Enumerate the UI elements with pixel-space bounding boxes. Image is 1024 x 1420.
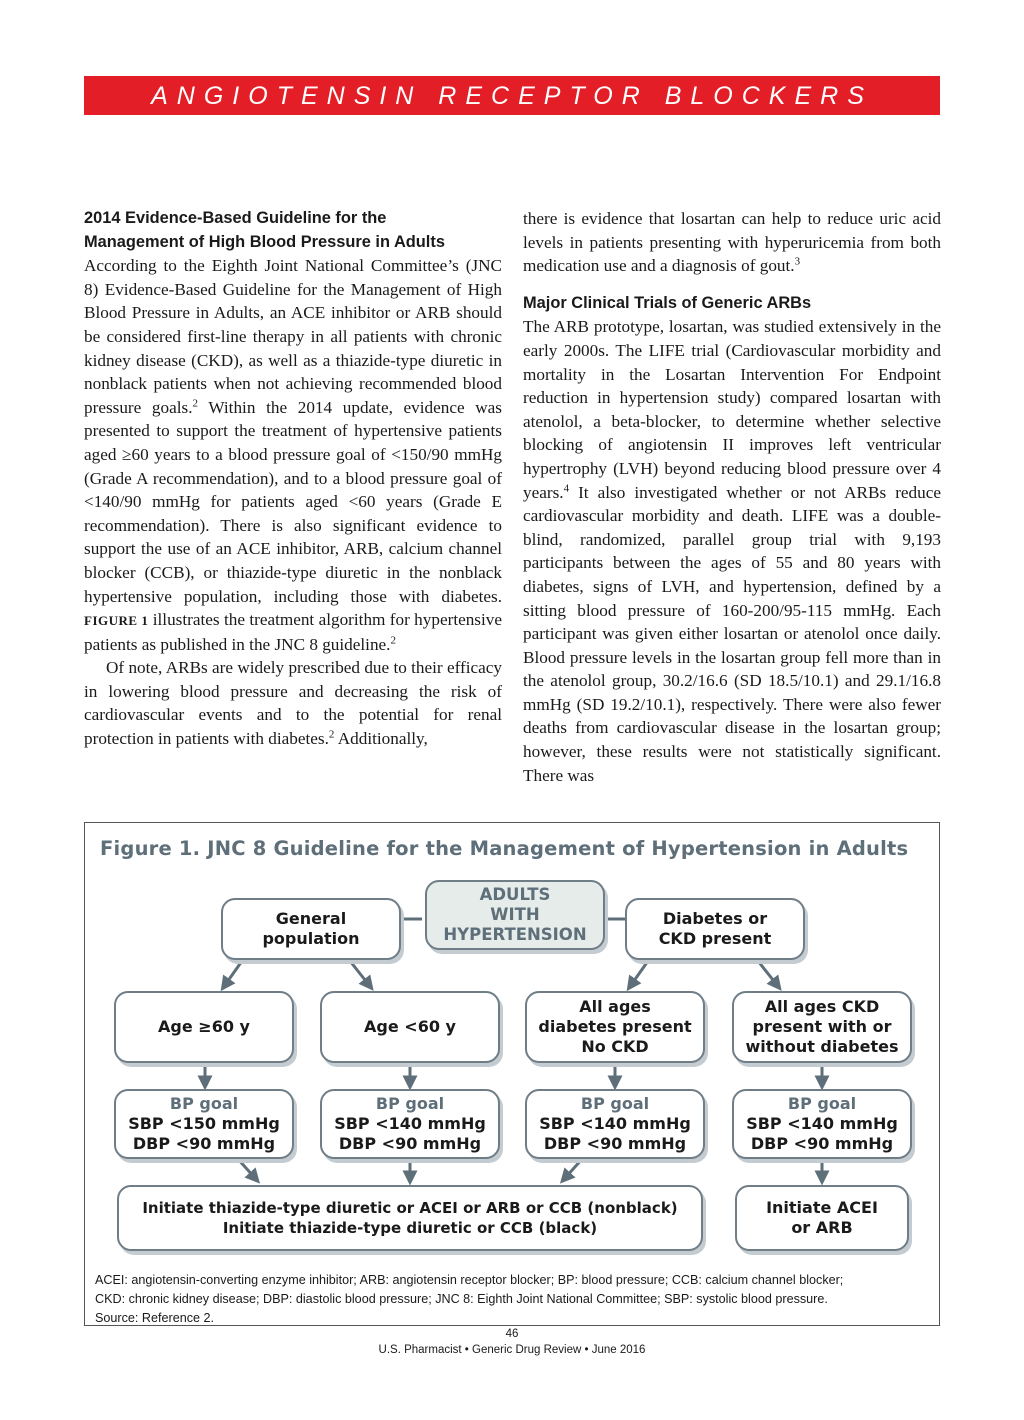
section-heading: Major Clinical Trials of Generic ARBs — [523, 293, 812, 312]
initiate-therapy-box — [117, 1185, 703, 1251]
bp-goal-box-2 — [320, 1089, 500, 1159]
dbp-goal: DBP <90 mmHg — [132, 1134, 276, 1153]
bp-goal-box-1 — [114, 1089, 294, 1159]
bp-goal-box-3 — [525, 1089, 705, 1159]
section-heading-line-2: Management of High Blood Pressure in Adults — [84, 232, 445, 251]
all-ages-ckd-line-1: All ages CKD — [764, 997, 880, 1016]
bp-goal-label: BP goal — [580, 1094, 650, 1113]
left-column — [84, 207, 502, 751]
age-60-plus-label: Age ≥60 y — [158, 1017, 250, 1036]
age-60-plus-box — [114, 991, 294, 1063]
all-ages-ckd-line-2: present with or — [752, 1017, 892, 1036]
initiate-acei-line-2: or ARB — [791, 1218, 853, 1237]
initiate-acei-line-1: Initiate ACEI — [766, 1198, 878, 1217]
section-heading-line-1: 2014 Evidence-Based Guideline for the — [84, 209, 387, 227]
initiate-acei-arb-box — [735, 1185, 909, 1251]
diabetes-ckd-box — [625, 898, 805, 960]
all-ages-diabetes-line-2: diabetes present — [538, 1017, 692, 1036]
reference-superscript: 2 — [328, 728, 335, 741]
bp-goal-label: BP goal — [169, 1094, 239, 1113]
adults-with-hypertension-box — [425, 880, 605, 950]
section-banner — [84, 76, 940, 115]
diabetes-line-2: CKD present — [658, 929, 772, 948]
all-ages-diabetes-box — [525, 991, 705, 1063]
paragraph: there is evidence that losartan can help to reduce uric acid levels in patients presenting with hyperuricemia from both medication use and a diagnosis of gout.$^3$ — [523, 209, 941, 276]
dbp-goal: DBP <90 mmHg — [543, 1134, 687, 1153]
all-ages-diabetes-line-1: All ages — [579, 997, 651, 1016]
center-line-2: WITH — [490, 905, 540, 924]
arrow-goal1-to-initiate — [237, 1158, 255, 1178]
bp-goal-box-4 — [732, 1089, 912, 1159]
reference-superscript: 4 — [563, 481, 570, 494]
diabetes-line-1: Diabetes or — [662, 909, 768, 928]
sbp-goal: SBP <140 mmHg — [334, 1114, 486, 1133]
dbp-goal: DBP <90 mmHg — [750, 1134, 894, 1153]
publication-footer: U.S. Pharmacist • Generic Drug Review • June 2016 — [378, 1344, 646, 1356]
all-ages-ckd-box — [732, 991, 912, 1063]
age-under-60-label: Age <60 y — [364, 1017, 456, 1036]
center-line-1: ADULTS — [479, 885, 551, 904]
age-under-60-box — [320, 991, 500, 1063]
banner-title: ANGIOTENSIN RECEPTOR BLOCKERS — [151, 82, 873, 110]
paragraph: According to the Eighth Joint National Committee’s (JNC 8) Evidence-Based Guideline for the Management of High Blood Pressure in Adults, an ACE inhibitor or ARB should be considered first-line therapy in all patients with chronic kidney disease (CKD), as well as a thiazide-type diuretic in nonblack patients when not achieving recommended blood pressure goals.$^2$ Within the 2014 update, evidence was presented to support the treatment of hypertensive patients aged ≥60 years to a blood pressure goal of <150/90 mmHg (Grade A recommendation), and to a blood pressure goal of <140/90 mmHg for patients aged <60 years (Grade E recommendation). There is also significant evidence to support the use of an ACE inhibitor, ARB, calcium channel blocker (CCB), or thiazide-type diuretic in the nonblack hypertensive population, including those with diabetes. FIGURE 1 illustrates the treatment algorithm for hypertensive patients as published in the JNC 8 guideline.$^2$ — [84, 256, 502, 654]
initiate-line-1: Initiate thiazide-type diuretic or ACEI or ARB or CCB (nonblack) — [142, 1199, 678, 1217]
figure-title: Figure 1. JNC 8 Guideline for the Management of Hypertension in Adults — [100, 837, 909, 860]
sbp-goal: SBP <140 mmHg — [539, 1114, 691, 1133]
reference-superscript: 2 — [390, 633, 396, 646]
right-column — [523, 207, 941, 787]
legend-source: Source: Reference 2. — [95, 1311, 215, 1325]
general-line-2: population — [262, 929, 360, 948]
all-ages-ckd-line-3: without diabetes — [745, 1037, 899, 1056]
figure-reference: FIGURE 1 — [84, 613, 149, 629]
arrow-diabetes-to-allages — [631, 961, 648, 985]
arrow-general-to-age60minus — [350, 961, 369, 985]
general-population-box — [221, 898, 401, 960]
initiate-line-2: Initiate thiazide-type diuretic or CCB (black) — [222, 1219, 598, 1237]
sbp-goal: SBP <140 mmHg — [746, 1114, 898, 1133]
arrow-general-to-age60plus — [225, 961, 242, 985]
arrow-diabetes-to-ckd — [758, 961, 777, 985]
figure-legend — [95, 1271, 931, 1328]
dbp-goal: DBP <90 mmHg — [338, 1134, 482, 1153]
paragraph: Of note, ARBs are widely prescribed due to their efficacy in lowering blood pressure and decreasing the risk of cardiovascular events and to the potential for renal protection in patients with diabetes.$^2$ Additionally, — [84, 658, 502, 749]
legend-line-1: ACEI: angiotensin-converting enzyme inhibitor; ARB: angiotensin receptor blocker; BP: blood pressure; CCB: calcium channel blocker; — [95, 1273, 844, 1287]
arrow-goal3-to-initiate — [565, 1158, 583, 1178]
paragraph: The ARB prototype, losartan, was studied extensively in the early 2000s. The LIFE trial (Cardiovascular morbidity and mortality in the Losartan Intervention For Endpoint reduction in hypertension study) compared losartan with atenolol, a beta-blocker, to determine whether selective blocking of angiotensin II improves left ventricular hypertrophy (LVH) beyond reducing blood pressure over 4 years.$^4$ It also investigated whether or not ARBs reduce cardiovascular morbidity and death. LIFE was a double-blind, randomized, parallel group trial with 9,193 participants between the ages of 55 and 80 years with diabetes, signs of LVH, and hypertension, defined by a sitting blood pressure of 160-200/95-115 mmHg. Each participant was given either losartan or atenolol once daily. Blood pressure levels in the losartan group fell more than in the atenolol group, 30.2/16.6 (SD 18.5/10.1) and 29.1/16.8 mmHg (SD 19.2/10.1), respectively. There were also fewer deaths from cardiovascular disease in the losartan group; however, these results were not statistically significant. There was — [523, 317, 941, 785]
reference-superscript: 3 — [794, 255, 801, 268]
legend-line-2: CKD: chronic kidney disease; DBP: diastolic blood pressure; JNC 8: Eighth Joint National Committee; SBP: systolic blood pressure. — [95, 1292, 828, 1306]
all-ages-diabetes-line-3: No CKD — [581, 1037, 649, 1056]
general-line-1: General — [275, 909, 347, 928]
center-line-3: HYPERTENSION — [443, 925, 587, 944]
figure-1 — [84, 822, 940, 1326]
reference-superscript: 2 — [192, 397, 199, 410]
sbp-goal: SBP <150 mmHg — [128, 1114, 280, 1133]
page-number: 46 — [505, 1328, 519, 1340]
bp-goal-label: BP goal — [787, 1094, 857, 1113]
bp-goal-label: BP goal — [375, 1094, 445, 1113]
